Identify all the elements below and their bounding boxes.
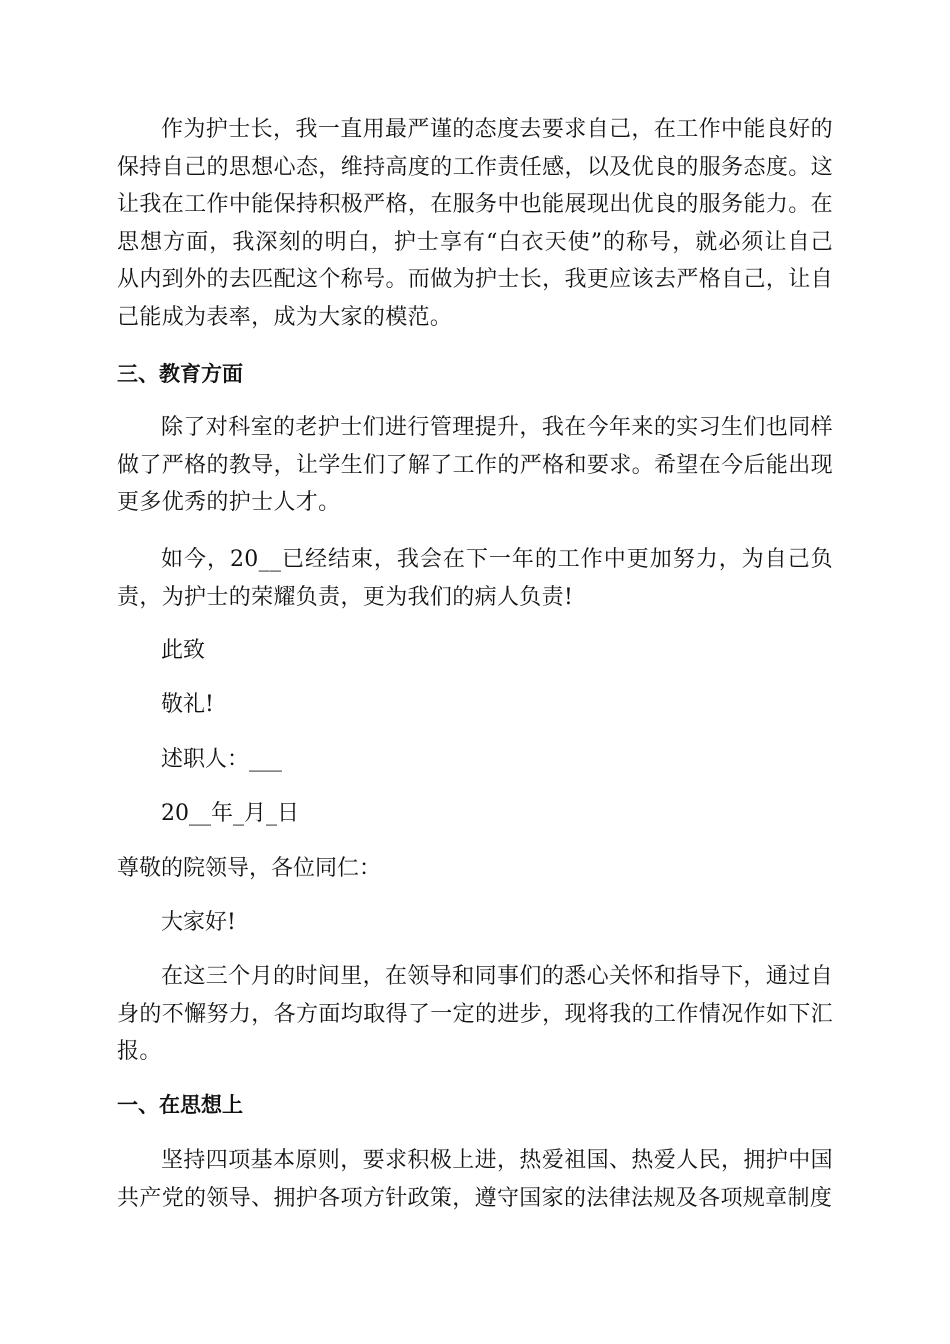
salutation-line: 尊敬的院领导，各位同仁： [117, 856, 382, 881]
closing-jingli: 敬礼! [161, 692, 214, 717]
closing-cizhi: 此致 [161, 638, 206, 663]
paragraph-head-nurse-attitude: 作为护士长，我一直用最严谨的态度去要求自己，在工作中能良好的保持自己的思想心态，维持高度的工作责任感，以及优良的服务态度。这让我在工作中能保持积极严格，在服务中也能展现出优良的服务能力。在思想方面，我深刻的明白，护士享有“白衣天使”的称号，就必须让自己从内到外的去匹配这个称号。而做为护士长，我更应该去严格自己，让自己能成为表率，成为大家的模范。 [117, 117, 833, 330]
date-line: 20__年_月_日 [161, 801, 299, 826]
signer-line: 述职人：___ [161, 747, 283, 772]
greeting-line: 大家好! [161, 910, 236, 935]
paragraph-three-months: 在这三个月的时间里，在领导和同事们的悉心关怀和指导下，通过自身的不懈努力，各方面均取得了一定的进步，现将我的工作情况作如下汇报。 [117, 964, 833, 1064]
paragraph-year-end: 如今，20__已经结束，我会在下一年的工作中更加努力，为自己负责，为护士的荣耀负责，更为我们的病人负责! [117, 547, 833, 610]
paragraph-principles: 坚持四项基本原则，要求积极上进，热爱祖国、热爱人民，拥护中国共产党的领导、拥护各项方针政策，遵守国家的法律法规及各项规章制度 [117, 1148, 833, 1211]
paragraph-education: 除了对科室的老护士们进行管理提升，我在今年来的实习生们也同样做了严格的教导，让学生们了解了工作的严格和要求。希望在今后能出现更多优秀的护士人才。 [117, 415, 833, 515]
section-heading-education: 三、教育方面 [117, 362, 243, 386]
section-heading-ideology: 一、在思想上 [117, 1093, 243, 1117]
